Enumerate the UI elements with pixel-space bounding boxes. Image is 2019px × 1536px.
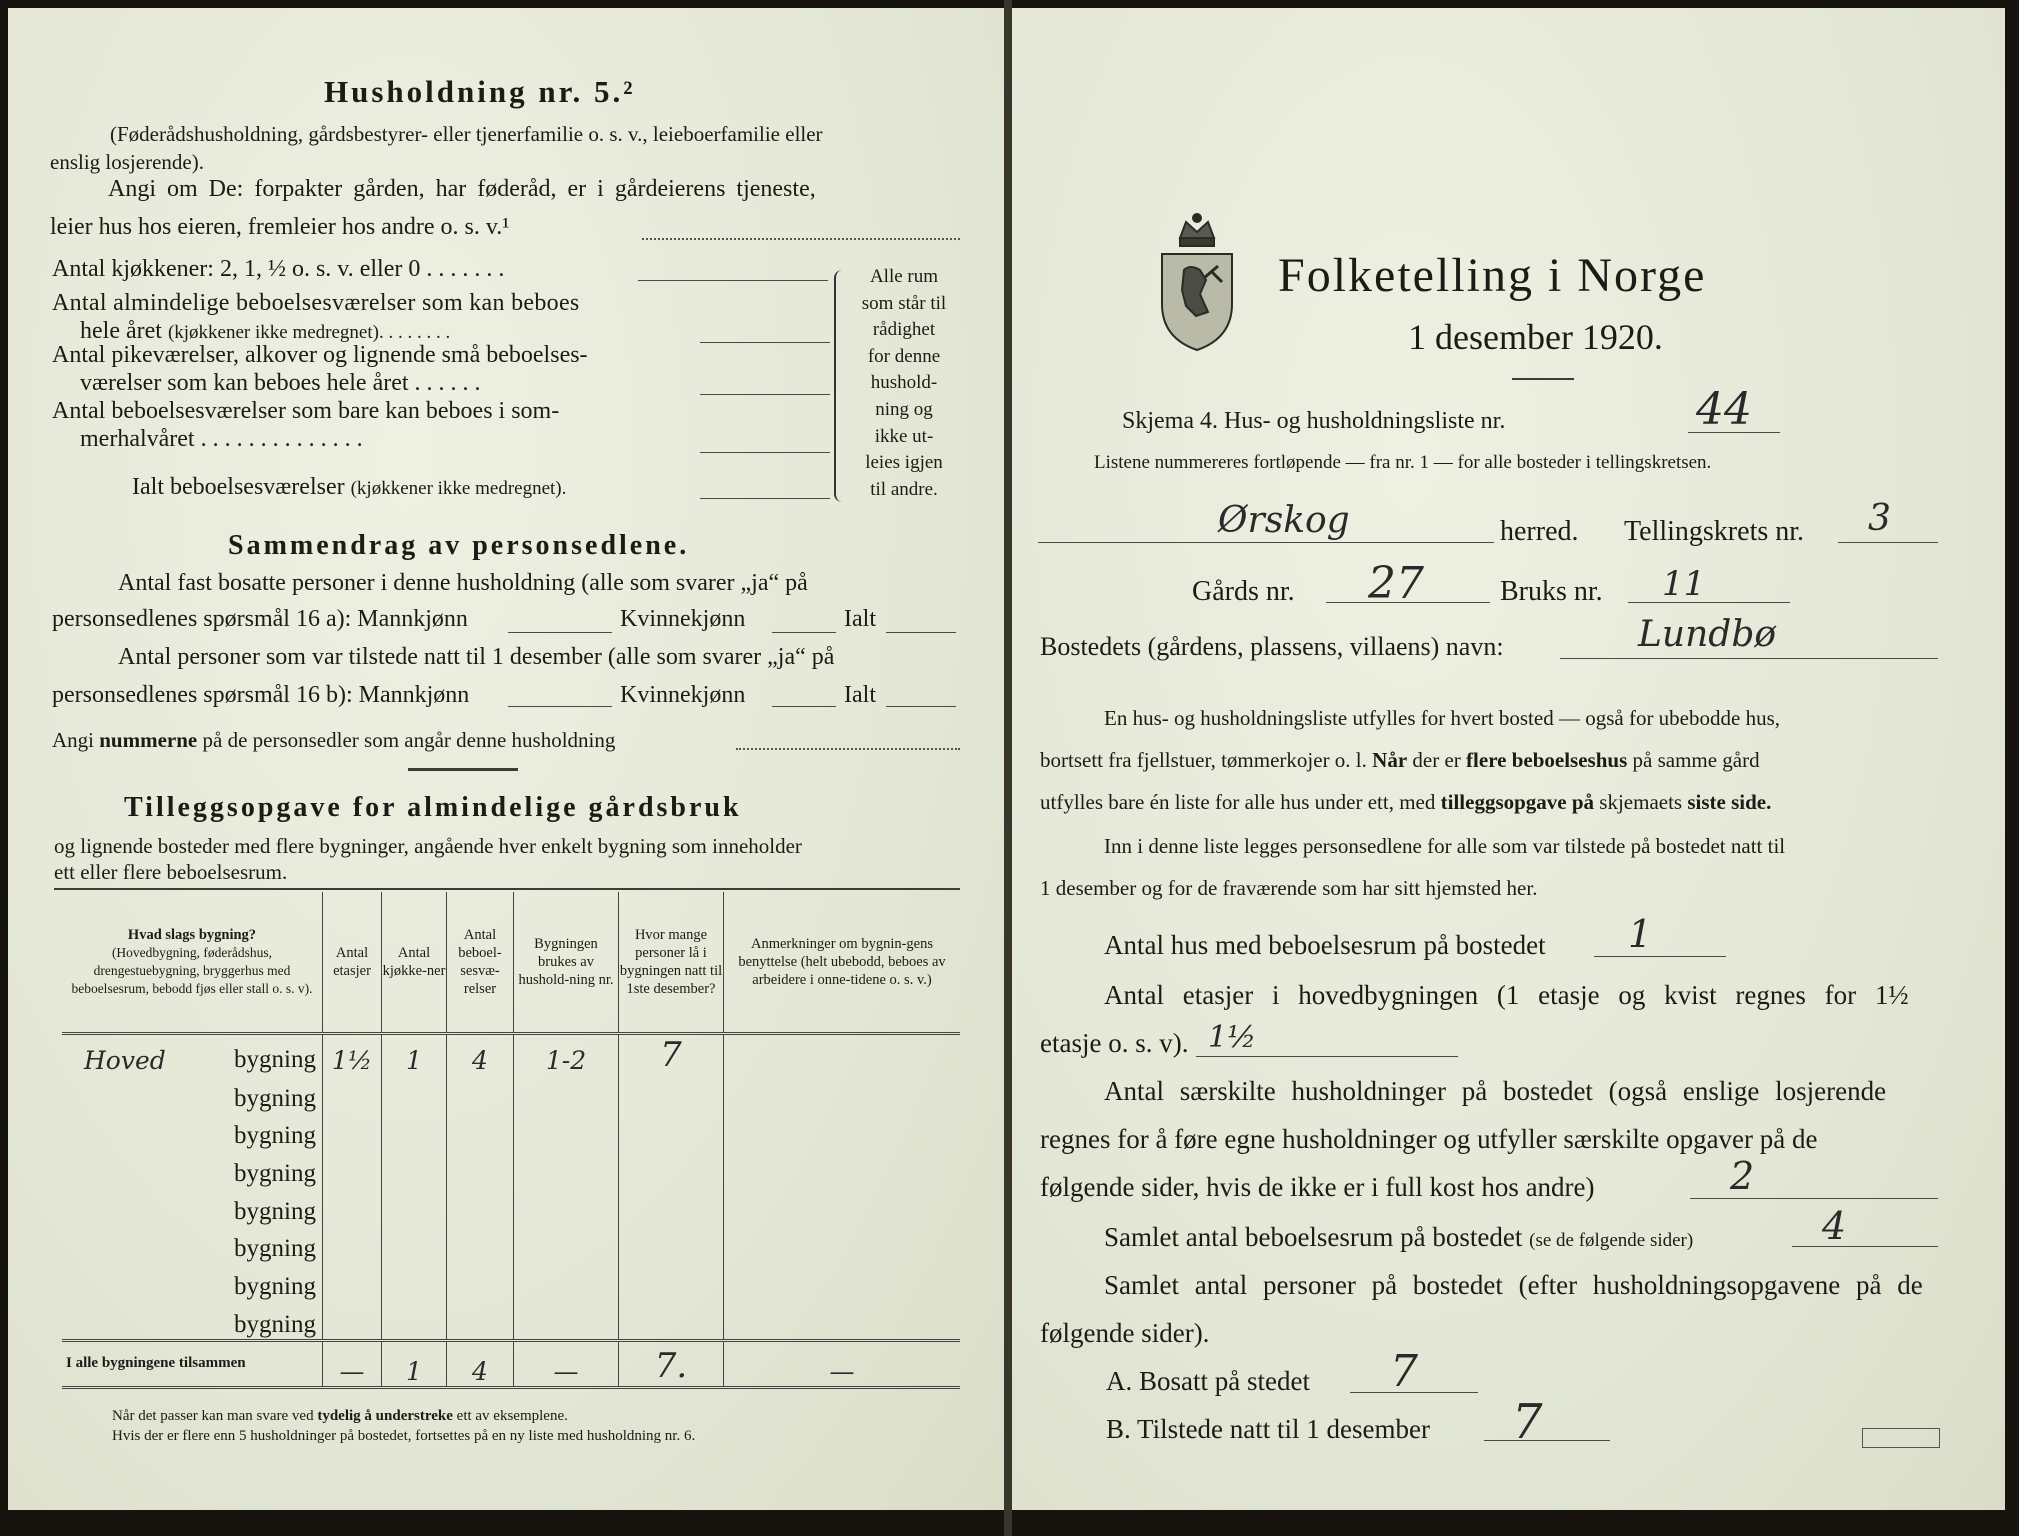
section-divider	[408, 768, 518, 771]
document-date: 1 desember 1920.	[1408, 317, 1663, 357]
total-etasjer: —	[323, 1340, 382, 1387]
building-type-cell: bygning	[62, 1188, 323, 1226]
tillegg-desc-1: og lignende bosteder med flere bygninger, angående hver enkelt bygning som inneholder	[54, 834, 802, 858]
listene-instruction: Listene nummereres fortløpende — fra nr. 1 — for alle bosteder i tellingskretsen.	[1094, 452, 1712, 473]
household-title: Husholdning nr. 5.²	[324, 74, 636, 109]
table-row	[62, 1188, 960, 1226]
col-anmerkninger: Anmerkninger om bygnin-gens benyttelse (helt ubebodd, beboes av arbeidere i onne-tidene o. s. v.)	[724, 892, 961, 1034]
nummerne-line: Angi nummerne på de personsedler som angår denne husholdning	[52, 728, 616, 752]
instruction-1b: bortsett fra fjellstuer, tømmerkojer o. l. Når der er flere beboelseshus på samme gård	[1040, 748, 1760, 772]
page-fold	[1004, 0, 1012, 1536]
sum-a-mann-line	[508, 632, 612, 633]
pike-answer-line	[700, 394, 830, 395]
total-kjokkener: 1	[382, 1340, 447, 1387]
gards-value: 27	[1368, 558, 1424, 609]
q-etasjer-2: etasje o. s. v).	[1040, 1028, 1189, 1058]
building-type-cell: bygning	[62, 1263, 323, 1301]
tellingskrets-label: Tellingskrets nr.	[1624, 516, 1805, 547]
skjema-number-line	[1688, 432, 1780, 433]
table-row	[62, 1263, 960, 1301]
q-hush-3: følgende sider, hvis de ikke er i full kost hos andre)	[1040, 1172, 1595, 1202]
tillegg-desc-2: ett eller flere beboelsesrum.	[54, 860, 288, 884]
q-rom: Samlet antal beboelsesrum på bostedet (se de følgende sider)	[1104, 1222, 1694, 1252]
col-personer: Hvor mange personer lå i bygningen natt til 1ste desember?	[619, 892, 724, 1034]
summary-b-1: Antal personer som var tilstede natt til 1 desember (alle som svarer „ja“ på	[118, 644, 835, 670]
bruks-label: Bruks nr.	[1500, 576, 1603, 607]
a-tilstede-line	[1484, 1440, 1610, 1441]
instruction-1a: En hus- og husholdningsliste utfylles for hvert bosted — også for ubebodde hus,	[1104, 706, 1780, 730]
building-type-cell: bygning	[62, 1150, 323, 1188]
angi-answer-line	[642, 238, 960, 240]
building-type-cell: bygning	[62, 1226, 323, 1264]
sum-a-kvinne: Kvinnekjønn	[620, 606, 746, 632]
bosted-label: Bostedets (gårdens, plassens, villaens) navn:	[1040, 632, 1504, 661]
household-note: (Føderådshusholdning, gårdsbestyrer- eller tjenerfamilie o. s. v., leieboerfamilie eller	[110, 122, 823, 146]
document-title: Folketelling i Norge	[1278, 249, 1707, 302]
building-type-cell: bygning	[62, 1075, 323, 1113]
sum-b-kvinne-line	[772, 706, 836, 707]
table-row	[62, 1034, 960, 1076]
footnote-2: Hvis der er flere enn 5 husholdninger på bostedet, fortsettes på en ny liste med husholdning nr. 6.	[112, 1428, 696, 1444]
etasjer-cell: 1½	[323, 1034, 382, 1076]
alm-label-1: Antal almindelige beboelsesværelser som kan beboes	[52, 290, 580, 316]
bosted-line	[1560, 658, 1938, 659]
husholdning-cell: 1-2	[514, 1034, 619, 1076]
col-husholdning: Bygningen brukes av hushold-ning nr.	[514, 892, 619, 1034]
alm-answer-line	[700, 342, 830, 343]
total-label: I alle bygningene tilsammen	[62, 1340, 323, 1387]
col-kjokkener: Antal kjøkke-ner	[382, 892, 447, 1034]
a-bosatt-line	[1350, 1392, 1478, 1393]
table-row	[62, 1113, 960, 1151]
q-hush-2: regnes for å føre egne husholdninger og utfyller særskilte opgaver på de	[1040, 1124, 1818, 1154]
q-hush-1: Antal særskilte husholdninger på bostedet (også enslige losjerende	[1104, 1076, 1887, 1106]
a-rom: 4	[1822, 1204, 1847, 1248]
kjokkener-cell: 1	[382, 1034, 447, 1076]
summary-title: Sammendrag av personsedlene.	[228, 530, 690, 561]
herred-line	[1038, 542, 1494, 543]
sum-a-ialt-line	[886, 632, 956, 633]
a-etasjer-line	[1196, 1056, 1458, 1057]
total-personer: 7.	[619, 1340, 724, 1387]
a-hush-line	[1690, 1198, 1938, 1199]
instruction-1c: utfylles bare én liste for alle hus under ett, med tilleggsopgave på skjemaets siste side.	[1040, 790, 1772, 814]
sum-a-kvinne-line	[772, 632, 836, 633]
total-rom: 4	[447, 1340, 514, 1387]
sum-b-ialt: Ialt	[844, 682, 876, 708]
sum-a-ialt: Ialt	[844, 606, 876, 632]
table-row	[62, 1301, 960, 1340]
tillegg-title: Tilleggsopgave for almindelige gårdsbruk	[124, 792, 742, 823]
kjokkener-answer-line	[638, 280, 828, 281]
instruction-2b: 1 desember og for de fraværende som har sitt hjemsted her.	[1040, 876, 1538, 900]
a-etasjer: 1½	[1208, 1020, 1257, 1055]
a-hus: 1	[1628, 912, 1653, 956]
bosted-value: Lundbø	[1638, 614, 1777, 655]
skjema-number: 44	[1696, 384, 1752, 435]
q-tilstede: B. Tilstede natt til 1 desember	[1106, 1414, 1430, 1444]
norway-coat-of-arms-icon	[1156, 208, 1238, 352]
sommer-answer-line	[700, 452, 830, 453]
footnote-1: Når det passer kan man svare ved tydelig å understreke ett av eksemplene.	[112, 1408, 568, 1424]
gards-line	[1326, 602, 1490, 603]
bruks-value: 11	[1662, 564, 1706, 604]
table-header-row	[62, 892, 960, 1034]
alm-label-2: hele året (kjøkkener ikke medregnet). . . . . . . .	[80, 318, 451, 344]
summary-b-2: personsedlenes spørsmål 16 b): Mannkjønn	[52, 682, 470, 708]
building-table	[62, 892, 960, 1389]
table-row	[62, 1150, 960, 1188]
total-husholdning: —	[514, 1340, 619, 1387]
building-type-cell: Hoved bygning	[62, 1034, 323, 1076]
tellingskrets-value: 3	[1868, 498, 1891, 539]
sum-b-kvinne: Kvinnekjønn	[620, 682, 746, 708]
col-etasjer: Antal etasjer	[323, 892, 382, 1034]
a-hus-line	[1594, 956, 1726, 957]
sommer-label-1: Antal beboelsesværelser som bare kan beboes i som-	[52, 398, 560, 424]
left-page	[8, 8, 1004, 1510]
household-note-2: enslig losjerende).	[50, 150, 204, 174]
printer-stamp	[1862, 1428, 1940, 1448]
herred-value: Ørskog	[1218, 500, 1350, 541]
skjema-label: Skjema 4. Hus- og husholdningsliste nr.	[1122, 408, 1506, 434]
side-note: Alle rum som står til rådighet for denne hushold- ning og ikke ut- leies igjen til andre.	[861, 266, 947, 500]
kjokkener-label: Antal kjøkkener: 2, 1, ½ o. s. v. eller 0 . . . . . . .	[52, 256, 505, 282]
sum-b-mann-line	[508, 706, 612, 707]
sum-b-ialt-line	[886, 706, 956, 707]
q-hus: Antal hus med beboelsesrum på bostedet	[1104, 930, 1546, 960]
summary-a-1: Antal fast bosatte personer i denne husholdning (alle som svarer „ja“ på	[118, 570, 808, 596]
nummerne-answer-line	[736, 748, 960, 750]
table-row	[62, 1226, 960, 1264]
total-anm: —	[724, 1340, 961, 1387]
table-row	[62, 1075, 960, 1113]
a-tilstede: 7	[1512, 1394, 1543, 1450]
bruks-line	[1628, 602, 1790, 603]
a-rom-line	[1792, 1246, 1938, 1247]
building-type-cell: bygning	[62, 1301, 323, 1340]
col-building-type: Hvad slags bygning? (Hovedbygning, føderådshus, drengestuebygning, bryggerhus med beboelsesrum, bebodd fjøs eller stall o. s. v).	[62, 892, 323, 1034]
personer-cell: 7	[619, 1034, 724, 1076]
summary-a-2: personsedlenes spørsmål 16 a): Mannkjønn	[52, 606, 468, 632]
title-divider	[1512, 378, 1574, 380]
brace	[834, 270, 848, 502]
q-pers-1: Samlet antal personer på bostedet (efter husholdningsopgavene på de	[1104, 1270, 1923, 1300]
sommer-label-2: merhalvåret . . . . . . . . . . . . . .	[80, 426, 363, 452]
q-pers-2: følgende sider).	[1040, 1318, 1210, 1348]
tellingskrets-line	[1838, 542, 1938, 543]
ialt-label: Ialt beboelsesværelser (kjøkkener ikke medregnet).	[132, 474, 567, 500]
herred-label: herred.	[1500, 516, 1579, 547]
instruction-2a: Inn i denne liste legges personsedlene for alle som var tilstede på bostedet natt til	[1104, 834, 1786, 858]
a-bosatt: 7	[1390, 1346, 1418, 1397]
angi-line-1: Angi om De: forpakter gården, har føderåd, er i gårdeierens tjeneste,	[108, 176, 816, 202]
table-top-rule	[54, 888, 960, 890]
angi-line-2: leier hus hos eieren, fremleier hos andre o. s. v.¹	[50, 214, 510, 240]
a-hush: 2	[1730, 1154, 1755, 1198]
col-rom: Antal beboel-sesvæ-relser	[447, 892, 514, 1034]
building-type-cell: bygning	[62, 1113, 323, 1151]
total-row	[62, 1340, 960, 1387]
gards-label: Gårds nr.	[1192, 576, 1295, 607]
pike-label-2: værelser som kan beboes hele året . . . . . .	[80, 370, 481, 396]
q-etasjer-1: Antal etasjer i hovedbygningen (1 etasje og kvist regnes for 1½	[1104, 980, 1909, 1010]
pike-label-1: Antal pikeværelser, alkover og lignende små beboelses-	[52, 342, 588, 368]
q-bosatt: A. Bosatt på stedet	[1106, 1366, 1310, 1396]
rom-cell: 4	[447, 1034, 514, 1076]
anm-cell	[724, 1034, 961, 1076]
ialt-answer-line	[700, 498, 830, 499]
